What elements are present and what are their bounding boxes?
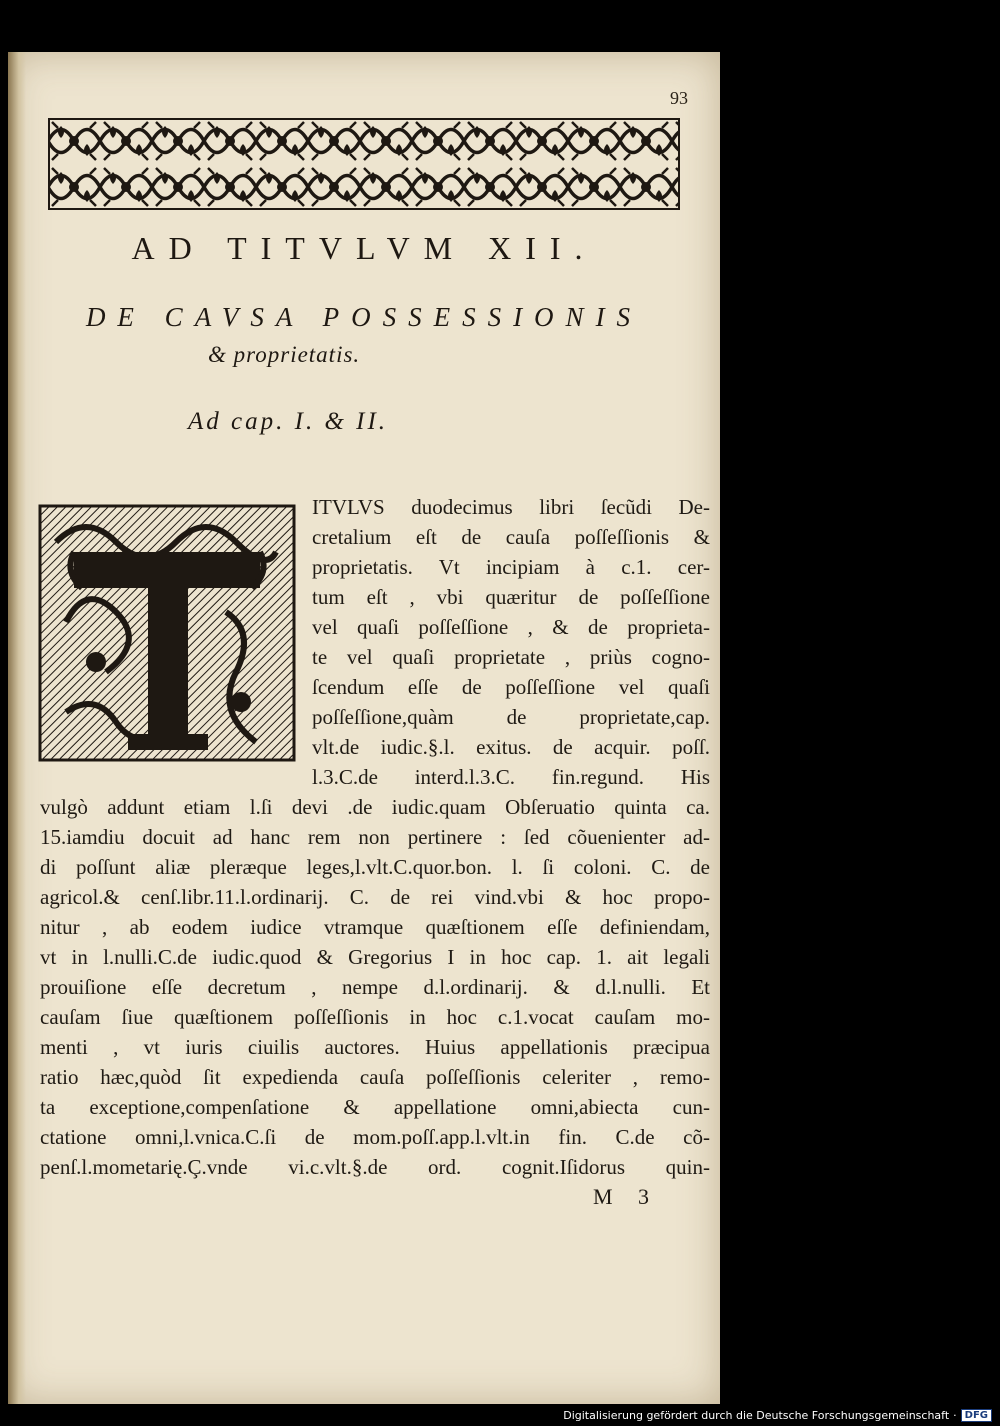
text-line: te vel quaſi proprietate , priùs cogno- [312, 645, 710, 669]
text-line: ITVLVS duodecimus libri ſecũdi De- [312, 495, 710, 519]
text-line: ctatione omni,l.vnica.C.ſi de mom.poſſ.app.l.vlt.in fin. C.de cõ- [40, 1125, 710, 1149]
text-line: ratio hæc,quòd ſit expedienda cauſa poſſeſſionis celeriter , remo- [40, 1065, 710, 1089]
page-number: 93 [670, 88, 688, 108]
text-line: poſſeſſione,quàm de proprietate,cap. [312, 705, 710, 729]
text-line: vlt.de iudic.§.l. exitus. de acquir. poſſ. [312, 735, 710, 759]
digitization-credit [563, 1409, 992, 1422]
text-line: penſ.l.mometarię.Ç.vnde vi.c.vlt.§.de ord. cognit.Iſidorus quin- [40, 1155, 710, 1179]
title-heading: AD TITVLVM XII. [131, 230, 597, 266]
text-line: proprietatis. Vt incipiam à c.1. cer- [312, 555, 710, 579]
dfg-logo-icon: DFG [961, 1409, 992, 1422]
credit-separator: · [953, 1409, 957, 1422]
text-line: nitur , ab eodem iudice vtramque quæſtionem eſſe definiendam, [40, 915, 710, 939]
book-page [8, 52, 720, 1404]
text-line: vt in l.nulli.C.de iudic.quod & Gregorius I in hoc cap. 1. ait legali [40, 945, 710, 969]
title-subject-continued: & proprietatis. [208, 342, 361, 367]
text-line: cretalium eſt de cauſa poſſeſſionis & [312, 525, 710, 549]
text-line: l.3.C.de interd.l.3.C. fin.regund. His [312, 765, 710, 789]
signature-mark: M 3 [593, 1184, 660, 1209]
text-line: di poſſunt aliæ pleræque leges,l.vlt.C.quor.bon. l. ſi coloni. C. de [40, 855, 710, 879]
text-line: vulgò addunt etiam l.ſi devi .de iudic.quam Obſeruatio quinta ca. [40, 795, 710, 819]
text-line: ſcendum eſſe de poſſeſſione vel quaſi [312, 675, 710, 699]
text-line: tum eſt , vbi quæritur de poſſeſſione [312, 585, 710, 609]
text-line: cauſam ſiue quæſtionem poſſeſſionis in hoc c.1.vocat cauſam mo- [40, 1005, 710, 1029]
title-subject: DE CAVSA POSSESSIONIS [85, 302, 643, 332]
credit-text: Digitalisierung gefördert durch die Deutsche Forschungsgemeinschaft [563, 1409, 950, 1422]
text-line: prouiſione eſſe decretum , nempe d.l.ordinarij. & d.l.nulli. Et [40, 975, 710, 999]
text-line: vel quaſi poſſeſſione , & de proprieta- [312, 615, 710, 639]
text-line: 15.iamdiu docuit ad hanc rem non pertinere : ſed cõuenienter ad- [40, 825, 710, 849]
text-line: ta exceptione,compenſatione & appellatione omni,abiecta cun- [40, 1095, 710, 1119]
text-line: agricol.& cenſ.libr.11.l.ordinarij. C. de rei vind.vbi & hoc propo- [40, 885, 710, 909]
text-line: menti , vt iuris ciuilis auctores. Huius appellationis præcipua [40, 1035, 710, 1059]
chapter-subheading: Ad cap. I. & II. [188, 408, 389, 435]
